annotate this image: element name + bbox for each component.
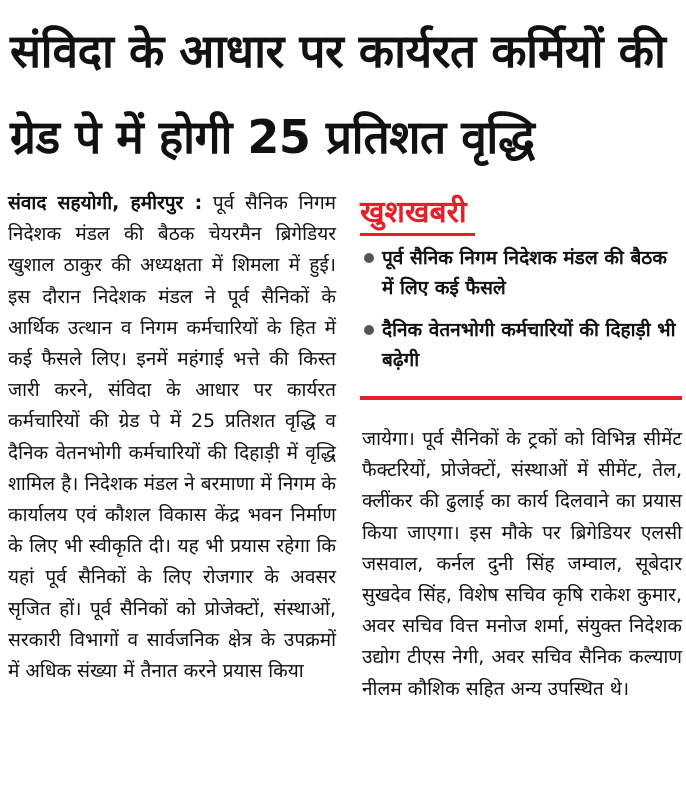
kicker-label: खुशखबरी	[360, 193, 475, 236]
red-divider	[360, 396, 682, 400]
article-left-column	[8, 188, 336, 687]
highlight-item	[360, 243, 682, 303]
article-paragraph-left	[8, 188, 336, 687]
bullet-icon	[364, 325, 374, 335]
article-body-left: पूर्व सैनिक निगम निदेशक मंडल की बैठक चेयरमैन ब्रिगेडियर खुशाल ठाकुर की अध्यक्षता में शिमला में हुई। इस दौरान निदेशक मंडल ने पूर्व सैनिकों के आर्थिक उत्थान व निगम कर्मचारियों के हित में कई फैसले लिए। इनमें महंगाई भत्ते की किस्त जारी करने, संविदा के आधार पर कार्यरत कर्मचारियों की ग्रेड पे में 25 प्रतिशत वृद्धि व दैनिक वेतनभोगी कर्मचारियों की दिहाड़ी में वृद्धि शामिल है। निदेशक मंडल ने बरमाणा में निगम के कार्यालय एवं कौशल विकास केंद्र भवन निर्माण के लिए भी स्वीकृति दी। यह भी प्रयास रहेगा कि यहां पूर्व सैनिकों के लिए रोजगार के अवसर सृजित हों। पूर्व सैनिकों को प्रोजेक्टों, संस्थाओं, सरकारी विभागों व सार्वजनिक क्षेत्र के उपक्रमों में अधिक संख्या में तैनात करने प्रयास किया	[8, 192, 337, 683]
bullet-icon	[364, 253, 374, 263]
headline: संविदा के आधार पर कार्यरत कर्मियों की ग्रेड पे में होगी 25 प्रतिशत वृद्धि	[10, 24, 666, 164]
article-right-column	[362, 424, 682, 705]
article-body-right: जायेगा। पूर्व सैनिकों के ट्रकों को विभिन्न सीमेंट फैक्टरियों, प्रोजेक्टों, संस्थाओं में सीमेंट, तेल, क्लींकर की ढुलाई का कार्य दिलवाने का प्रयास किया जाएगा। इस मौके पर ब्रिगेडियर एलसी जसवाल, कर्नल दुनी सिंह जम्वाल, सूबेदार सुखदेव सिंह, विशेष सचिव कृषि राकेश कुमार, अवर सचिव वित्त मनोज शर्मा, संयुक्त निदेशक उद्योग टीएस नेगी, अवर सचिव सैनिक कल्याण नीलम कौशिक सहित अन्य उपस्थित थे।	[362, 428, 682, 700]
highlight-text: दैनिक वेतनभोगी कर्मचारियों की दिहाड़ी भी बढ़ेगी	[382, 319, 676, 371]
kicker-wrap	[360, 193, 682, 237]
highlight-text: पूर्व सैनिक निगम निदेशक मंडल की बैठक में लिए कई फैसले	[382, 247, 667, 299]
dateline: संवाद सहयोगी, हमीरपुर :	[8, 192, 203, 214]
highlight-item	[360, 315, 682, 375]
highlight-list	[360, 243, 682, 375]
highlight-box	[360, 193, 682, 387]
